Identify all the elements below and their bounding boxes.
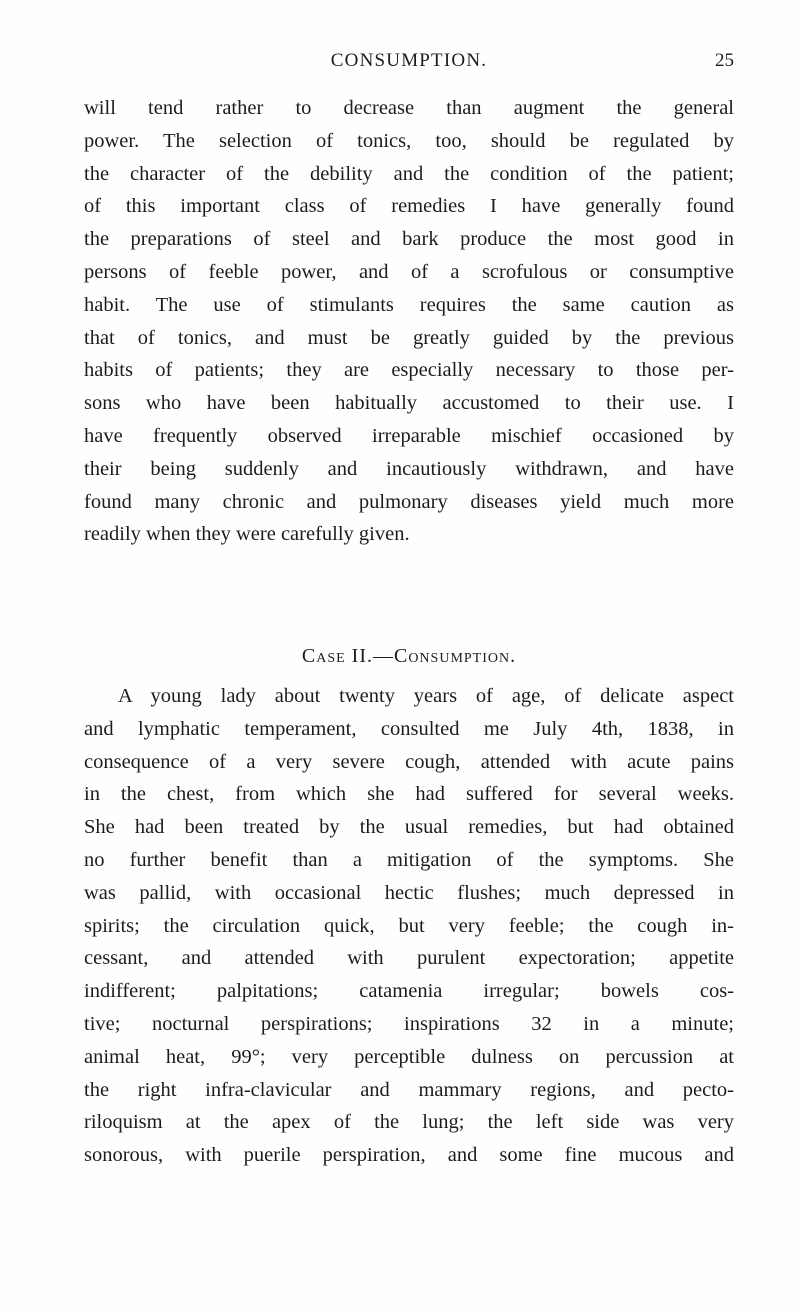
text-line: consequence of a very severe cough, attended with acute pains [84,750,734,773]
text-line: animal heat, 99°; very perceptible dulness on percussion at [84,1045,734,1068]
text-line: sonorous, with puerile perspiration, and some fine mucous and [84,1144,734,1167]
text-line: sons who have been habitually accustomed to their use. I [84,392,734,415]
paragraph-2 [84,680,734,1172]
running-title: CONSUMPTION. [330,50,488,71]
case-heading: Case II.—Consumption. [301,645,517,667]
text-line: habit. The use of stimulants requires the same caution as [84,293,734,316]
text-line: readily when they were carefully given. [84,523,410,546]
text-line: their being suddenly and incautiously withdrawn, and have [84,457,734,480]
text-line: have frequently observed irreparable mischief occasioned by [84,424,734,447]
text-line: the preparations of steel and bark produce the most good in [84,228,734,251]
text-line: cessant, and attended with purulent expectoration; appetite [84,947,734,970]
text-line: indifferent; palpitations; catamenia irregular; bowels cos- [84,980,734,1003]
text-line: in the chest, from which she had suffered for several weeks. [84,783,734,806]
text-line: the character of the debility and the condition of the patient; [84,162,734,185]
text-line: the right infra-clavicular and mammary regions, and pecto- [84,1078,734,1101]
paragraph-1 [84,92,734,551]
text-line: She had been treated by the usual remedies, but had obtained [84,816,734,839]
text-line: habits of patients; they are especially necessary to those per- [84,359,734,382]
text-line: tive; nocturnal perspirations; inspirations 32 in a minute; [84,1012,734,1035]
text-line: will tend rather to decrease than augment the general [84,97,734,119]
text-line: A young lady about twenty years of age, of delicate aspect [118,685,734,707]
text-line: and lymphatic temperament, consulted me July 4th, 1838, in [84,717,734,740]
page-number: 25 [715,50,734,71]
text-line: of this important class of remedies I have generally found [84,195,734,218]
text-line: spirits; the circulation quick, but very feeble; the cough in- [84,914,734,937]
text-line: that of tonics, and must be greatly guided by the previous [84,326,734,349]
text-line: found many chronic and pulmonary diseases yield much more [84,490,734,513]
running-head [84,46,734,76]
text-line: was pallid, with occasional hectic flushes; much depressed in [84,881,734,904]
text-line: persons of feeble power, and of a scrofulous or consumptive [84,260,734,283]
text-line: power. The selection of tonics, too, should be regulated by [84,129,734,152]
text-line: riloquism at the apex of the lung; the left side was very [84,1111,734,1134]
text-line: no further benefit than a mitigation of the symptoms. She [84,848,734,871]
